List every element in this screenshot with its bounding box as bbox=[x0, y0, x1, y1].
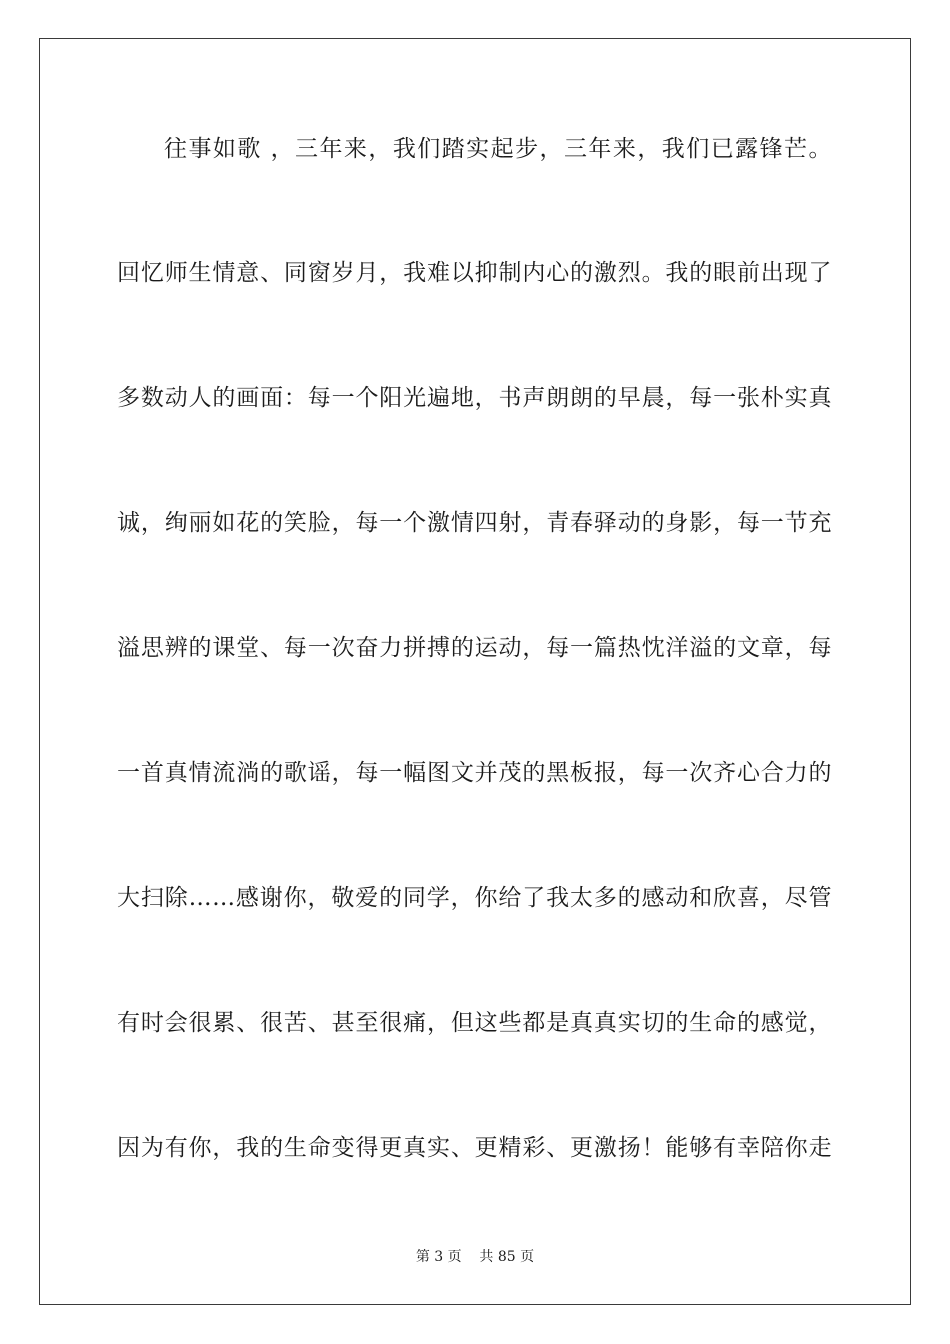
paragraph-line-6: 一首真情流淌的歌谣，每一幅图文并茂的黑板报，每一次齐心合力的 bbox=[117, 760, 832, 786]
paragraph-line-1: 往事如歌 ，三年来，我们踏实起步，三年来，我们已露锋芒。 bbox=[164, 136, 832, 162]
page-number-footer: 第 3 页 共 85 页 bbox=[415, 1249, 535, 1265]
paragraph-line-3: 多数动人的画面：每一个阳光遍地，书声朗朗的早晨，每一张朴实真 bbox=[117, 385, 832, 411]
paragraph-line-7: 大扫除……感谢你，敬爱的同学，你给了我太多的感动和欣喜，尽管 bbox=[117, 885, 832, 911]
paragraph-line-2: 回忆师生情意、同窗岁月，我难以抑制内心的激烈。我的眼前出现了 bbox=[117, 260, 832, 286]
paragraph-line-4: 诚，绚丽如花的笑脸，每一个激情四射，青春驿动的身影，每一节充 bbox=[117, 510, 832, 536]
page-border bbox=[39, 38, 911, 1305]
paragraph-line-5: 溢思辨的课堂、每一次奋力拼搏的运动，每一篇热忱洋溢的文章，每 bbox=[117, 635, 832, 661]
paragraph-line-9: 因为有你，我的生命变得更真实、更精彩、更激扬！能够有幸陪你走 bbox=[117, 1135, 832, 1161]
paragraph-line-8: 有时会很累、很苦、甚至很痛，但这些都是真真实切的生命的感觉， bbox=[117, 1010, 832, 1036]
